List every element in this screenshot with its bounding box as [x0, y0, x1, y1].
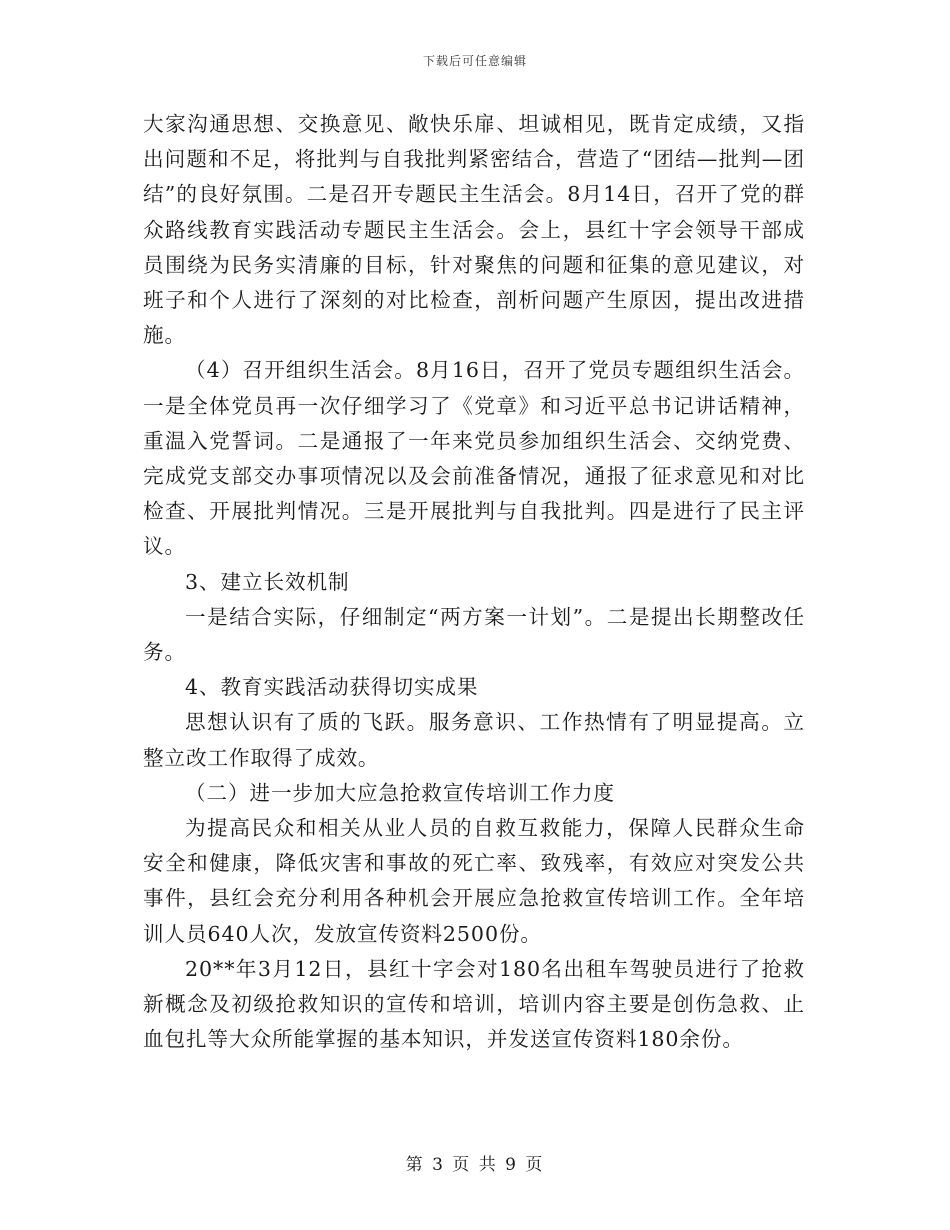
- paragraph: 一是结合实际，仔细制定“两方案一计划”。二是提出长期整改任务。: [143, 604, 805, 665]
- paragraph: 为提高民众和相关从业人员的自救互救能力，保障人民群众生命安全和健康，降低灾害和事故的死亡率、致残率，有效应对突发公共事件，县红会充分利用各种机会开展应急抢救宣传培训工作。全年培训人员640人次，发放宣传资料2500份。: [143, 816, 805, 946]
- document-body: [143, 107, 805, 1057]
- paragraph: 大家沟通思想、交换意见、敞快乐扉、坦诚相见，既肯定成绩，又指出问题和不足，将批判与自我批判紧密结合，营造了“团结—批判—团结”的良好氛围。二是召开专题民主生活会。8月14日，召开了党的群众路线教育实践活动专题民主生活会。会上，县红十字会领导干部成员围绕为民务实清廉的目标，针对聚焦的问题和征集的意见建议，对班子和个人进行了深刻的对比检查，剖析问题产生原因，提出改进措施。: [143, 112, 805, 348]
- paragraph: （4）召开组织生活会。8月16日，召开了党员专题组织生活会。一是全体党员再一次仔细学习了《党章》和习近平总书记讲话精神，重温入党誓词。二是通报了一年来党员参加组织生活会、交纳党费、完成党支部交办事项情况以及会前准备情况，通报了征求意见和对比检查、开展批判情况。三是开展批判与自我批判。四是进行了民主评议。: [143, 358, 805, 559]
- page-header-note: 下载后可任意编辑: [422, 54, 527, 68]
- paragraph: 20**年3月12日，县红十字会对180名出租车驾驶员进行了抢救新概念及初级抢救知识的宣传和培训，培训内容主要是创伤急救、止血包扎等大众所能掌握的基本知识，并发送宣传资料180余份。: [143, 956, 805, 1052]
- section-heading: 4、教育实践活动获得切实成果: [185, 675, 479, 700]
- paragraph: 思想认识有了质的飞跃。服务意识、工作热情有了明显提高。立整立改工作取得了成效。: [143, 710, 805, 770]
- section-heading: （二）进一步加大应急抢救宣传培训工作力度: [185, 780, 615, 805]
- section-heading: 3、建立长效机制: [185, 569, 350, 594]
- page-number: 第 3 页 共 9 页: [405, 1155, 545, 1175]
